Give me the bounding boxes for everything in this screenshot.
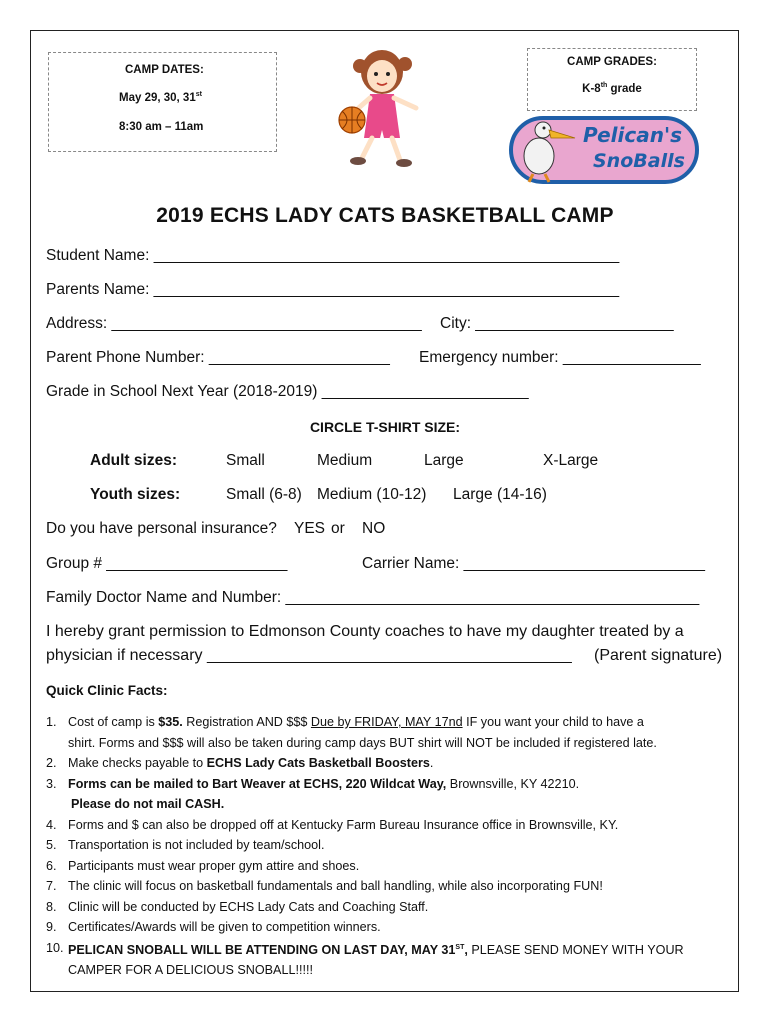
- adult-size-small[interactable]: Small: [226, 452, 265, 469]
- insurance-or-text: or: [331, 520, 345, 537]
- list-item: 1. Cost of camp is $35. Registration AND $$$ Due by FRIDAY, MAY 17nd IF you want your child to have a shirt. Forms and $$$ will also be taken during camp days BUT shirt will NOT be included if registered late.: [46, 715, 657, 750]
- list-item: 5. Transportation is not included by team/school.: [46, 838, 325, 852]
- logo-text-line2: SnoBalls: [593, 150, 685, 172]
- parent-signature-label: (Parent signature): [594, 647, 723, 664]
- page-title: 2019 ECHS LADY CATS BASKETBALL CAMP: [156, 204, 614, 227]
- logo-text-line1: Pelican's: [583, 123, 683, 147]
- student-name-field[interactable]: Student Name: ______________________________________________________: [46, 247, 620, 264]
- city-field[interactable]: City: _______________________: [440, 315, 674, 332]
- youth-size-small[interactable]: Small (6-8): [226, 486, 302, 503]
- pelicans-snoballs-logo: [509, 114, 699, 186]
- basketball-girl-illustration: [322, 42, 442, 172]
- insurance-question: Do you have personal insurance?: [46, 520, 277, 537]
- family-doctor-field[interactable]: Family Doctor Name and Number: ________________________________________________: [46, 589, 700, 606]
- parents-name-field[interactable]: Parents Name: ______________________________________________________: [46, 281, 620, 298]
- adult-size-large[interactable]: Large: [424, 452, 464, 469]
- list-item: 10. PELICAN SNOBALL WILL BE ATTENDING ON LAST DAY, MAY 31ST, PLEASE SEND MONEY WITH YOUR CAMPER FOR A DELICIOUS SNOBALL!!!!!: [46, 940, 684, 978]
- tshirt-size-heading: CIRCLE T-SHIRT SIZE:: [309, 419, 461, 435]
- carrier-name-field[interactable]: Carrier Name: ____________________________: [362, 555, 705, 572]
- list-item: 6. Participants must wear proper gym attire and shoes.: [46, 858, 360, 873]
- insurance-no-option[interactable]: NO: [362, 520, 386, 537]
- list-item: 4. Forms and $ can also be dropped off at Kentucky Farm Bureau Insurance office in Brownsville, KY.: [46, 817, 619, 832]
- camp-grades-box: [527, 48, 697, 111]
- youth-size-large[interactable]: Large (14-16): [453, 486, 547, 503]
- list-item: 7. The clinic will focus on basketball fundamentals and ball handling, while also incorporating FUN!: [46, 879, 603, 893]
- list-item: 2. Make checks payable to ECHS Lady Cats Basketball Boosters.: [46, 756, 434, 770]
- parent-signature-field[interactable]: physician if necessary _________________________________________: [46, 647, 572, 664]
- camp-dates-heading: CAMP DATES:: [125, 64, 204, 76]
- permission-statement: I hereby grant permission to Edmonson County coaches to have my daughter treated by a: [46, 623, 684, 640]
- clinic-facts-list: [46, 712, 736, 981]
- address-field[interactable]: Address: ____________________________________: [46, 315, 422, 332]
- insurance-yes-option[interactable]: YES: [294, 520, 326, 537]
- parent-phone-field[interactable]: Parent Phone Number: _____________________: [46, 349, 390, 366]
- camp-time: 8:30 am – 11am: [119, 121, 204, 133]
- youth-size-medium[interactable]: Medium (10-12): [317, 486, 427, 503]
- camp-grades-heading: CAMP GRADES:: [567, 56, 657, 68]
- list-item: 3. Forms can be mailed to Bart Weaver at ECHS, 220 Wildcat Way, Brownsville, KY 42210. Please do not mail CASH.: [46, 776, 580, 811]
- adult-sizes-label: Adult sizes:: [90, 452, 177, 469]
- youth-sizes-label: Youth sizes:: [90, 486, 181, 503]
- camp-dates-value: May 29, 30, 31st: [119, 91, 202, 104]
- list-item: 9. Certificates/Awards will be given to competition winners.: [46, 920, 381, 934]
- camp-grades-value: K-8th grade: [582, 82, 642, 95]
- group-number-field[interactable]: Group # _____________________: [46, 555, 288, 572]
- quick-clinic-facts-heading: Quick Clinic Facts:: [46, 683, 168, 698]
- grade-next-year-field[interactable]: Grade in School Next Year (2018-2019) ________________________: [46, 383, 529, 400]
- list-item: 8. Clinic will be conducted by ECHS Lady Cats and Coaching Staff.: [46, 899, 429, 914]
- camp-dates-box: [48, 52, 277, 152]
- adult-size-medium[interactable]: Medium: [317, 452, 373, 469]
- emergency-number-field[interactable]: Emergency number: ________________: [419, 349, 701, 366]
- adult-size-xlarge[interactable]: X-Large: [543, 452, 599, 469]
